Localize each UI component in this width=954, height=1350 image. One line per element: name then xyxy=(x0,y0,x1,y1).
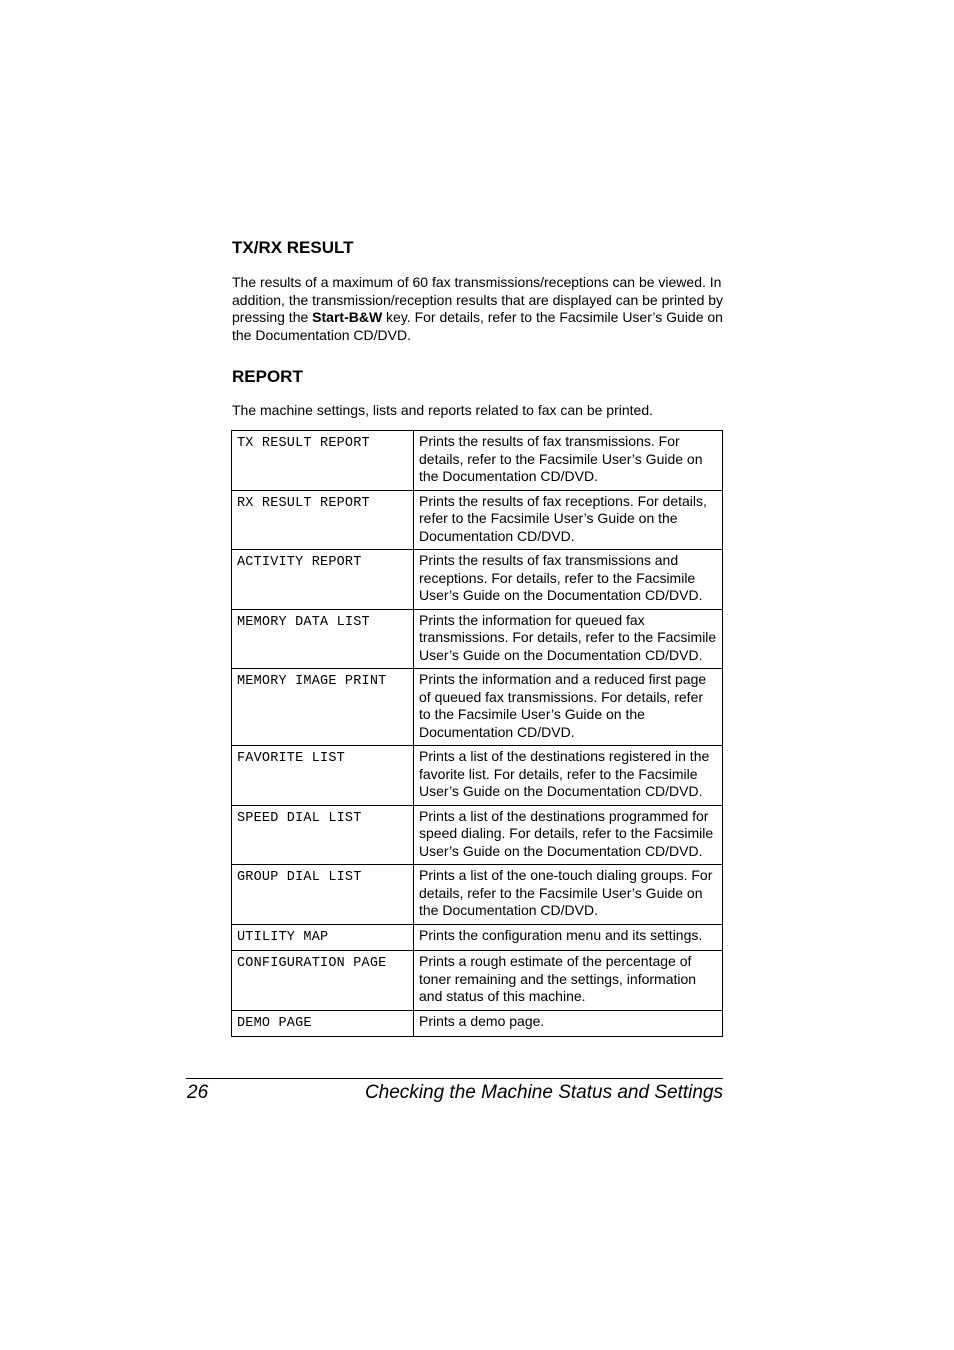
report-table-body xyxy=(232,431,723,1037)
report-item-name: UTILITY MAP xyxy=(232,924,414,951)
paragraph-text: key. For details, refer to the Facsimile User’s Guide on the Documentation CD/DVD. xyxy=(232,309,723,343)
report-item-name: FAVORITE LIST xyxy=(232,746,414,806)
report-item-description: Prints the results of fax transmissions. For details, refer to the Facsimile User’s Guide on the Documentation CD/DVD. xyxy=(414,431,723,491)
table-row xyxy=(232,431,723,491)
report-item-description: Prints the results of fax transmissions and receptions. For details, refer to the Facsimile User’s Guide on the Documentation CD/DVD. xyxy=(414,550,723,610)
report-item-name: MEMORY DATA LIST xyxy=(232,609,414,669)
table-row xyxy=(232,865,723,925)
report-item-name: GROUP DIAL LIST xyxy=(232,865,414,925)
report-item-description: Prints a demo page. xyxy=(414,1010,723,1037)
table-row xyxy=(232,924,723,951)
page-number: 26 xyxy=(187,1082,209,1103)
report-item-name: TX RESULT REPORT xyxy=(232,431,414,491)
report-item-name: RX RESULT REPORT xyxy=(232,490,414,550)
table-row xyxy=(232,609,723,669)
txrx-result-paragraph xyxy=(232,274,724,344)
table-row xyxy=(232,490,723,550)
report-item-name: DEMO PAGE xyxy=(232,1010,414,1037)
report-item-description: Prints the results of fax receptions. For details, refer to the Facsimile User’s Guide on the Documentation CD/DVD. xyxy=(414,490,723,550)
report-item-description: Prints the configuration menu and its settings. xyxy=(414,924,723,951)
report-table xyxy=(231,430,723,1037)
report-item-description: Prints a list of the one-touch dialing groups. For details, refer to the Facsimile User’s Guide on the Documentation CD/DVD. xyxy=(414,865,723,925)
section-heading-report: REPORT xyxy=(232,367,303,386)
report-item-description: Prints a list of the destinations programmed for speed dialing. For details, refer to the Facsimile User’s Guide on the Documentation CD/DVD. xyxy=(414,805,723,865)
section-heading-txrx-result: TX/RX RESULT xyxy=(232,238,354,257)
footer-divider xyxy=(186,1078,723,1079)
report-intro-paragraph: The machine settings, lists and reports related to fax can be printed. xyxy=(232,402,654,418)
report-item-description: Prints the information for queued fax transmissions. For details, refer to the Facsimile User’s Guide on the Documentation CD/DVD. xyxy=(414,609,723,669)
chapter-title: Checking the Machine Status and Settings xyxy=(364,1082,723,1103)
table-row xyxy=(232,1010,723,1037)
table-row xyxy=(232,669,723,746)
report-item-name: SPEED DIAL LIST xyxy=(232,805,414,865)
paragraph-text: The results of a maximum of 60 fax transmissions/receptions can be viewed. In addition, the transmission/reception results that are displayed can be printed by pressing the xyxy=(232,274,724,325)
report-item-name: MEMORY IMAGE PRINT xyxy=(232,669,414,746)
table-row xyxy=(232,805,723,865)
key-name: Start-B&W xyxy=(312,309,383,325)
report-item-description: Prints a list of the destinations registered in the favorite list. For details, refer to the Facsimile User’s Guide on the Documentation CD/DVD. xyxy=(414,746,723,806)
report-item-description: Prints the information and a reduced first page of queued fax transmissions. For details, refer to the Facsimile User’s Guide on the Documentation CD/DVD. xyxy=(414,669,723,746)
report-item-description: Prints a rough estimate of the percentage of toner remaining and the settings, information and status of this machine. xyxy=(414,951,723,1011)
report-item-name: CONFIGURATION PAGE xyxy=(232,951,414,1011)
table-row xyxy=(232,550,723,610)
table-row xyxy=(232,746,723,806)
report-item-name: ACTIVITY REPORT xyxy=(232,550,414,610)
table-row xyxy=(232,951,723,1011)
